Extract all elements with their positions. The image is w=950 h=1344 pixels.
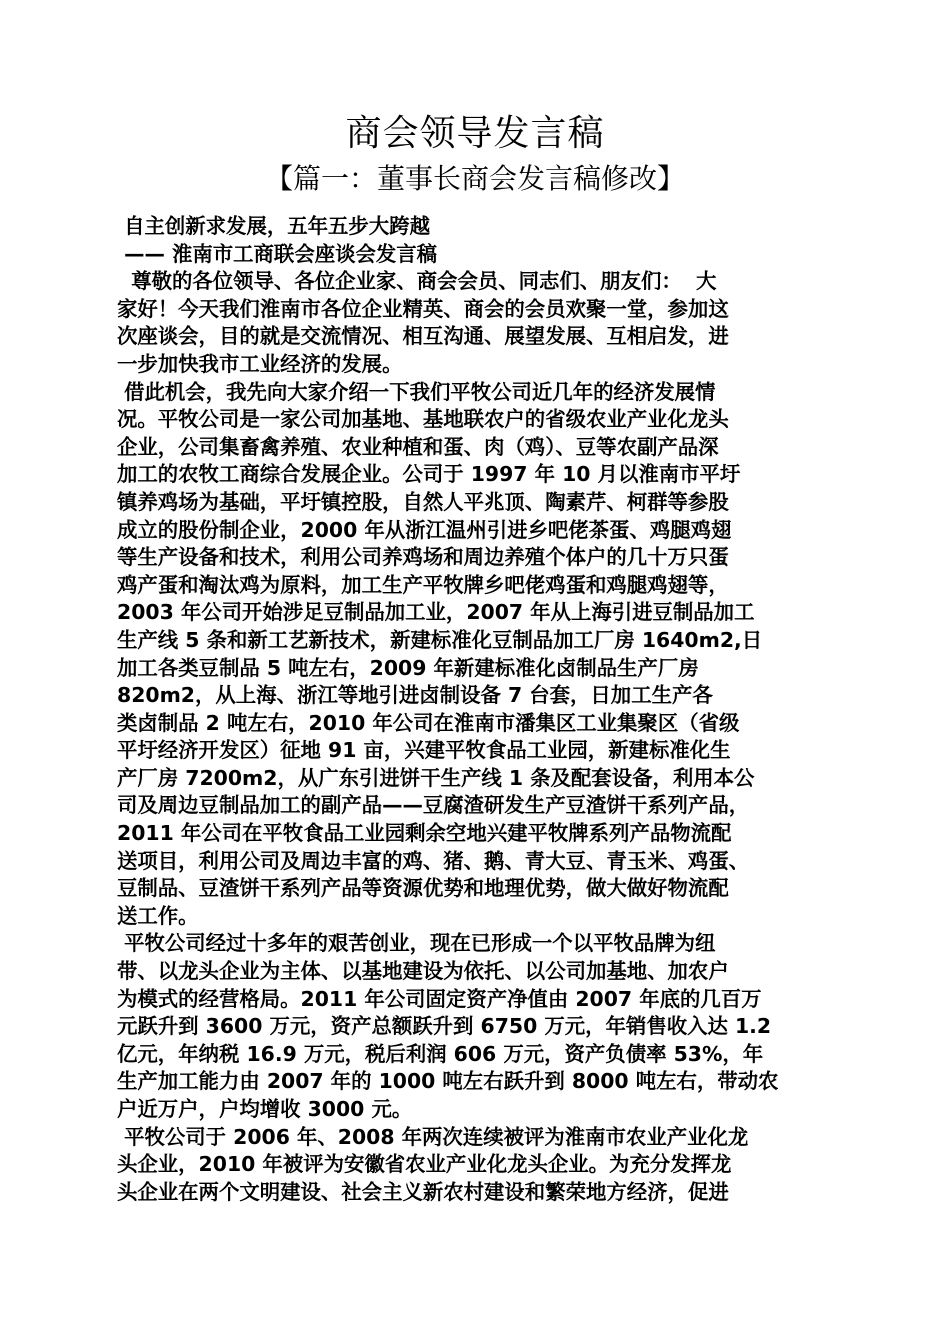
document-subtitle: 【篇一：董事长商会发言稿修改】	[264, 162, 685, 195]
body-line: 自主创新求发展，五年五步大跨越	[117, 214, 430, 238]
body-line: 送工作。	[117, 903, 199, 928]
body-line: 企业，公司集畜禽养殖、农业种植和蛋、肉（鸡）、豆等农副产品深	[117, 434, 719, 459]
body-line: —— 淮南市工商联会座谈会发言稿	[117, 241, 438, 266]
body-line: 生产加工能力由 2007 年的 1000 吨左右跃升到 8000 吨左右，带动农	[117, 1069, 779, 1094]
body-line: 送项目，利用公司及周边丰富的鸡、猪、鹅、青大豆、青玉米、鸡蛋、	[117, 848, 750, 873]
body-line: 次座谈会，目的就是交流情况、相互沟通、展望发展、互相启发，进	[117, 324, 729, 349]
body-line: 户近万户，户均增收 3000 元。	[117, 1097, 413, 1121]
body-line: 尊敬的各位领导、各位企业家、商会会员、同志们、朋友们： 大	[117, 269, 717, 294]
body-line: 元跃升到 3600 万元，资产总额跃升到 6750 万元，年销售收入达 1.2	[117, 1014, 772, 1039]
document-title: 商会领导发言稿	[345, 113, 605, 154]
body-line: 类卤制品 2 吨左右，2010 年公司在淮南市潘集区工业集聚区（省级	[117, 710, 740, 735]
body-line: 头企业，2010 年被评为安徽省农业产业化龙头企业。为充分发挥龙	[117, 1152, 732, 1177]
body-line: 加工各类豆制品 5 吨左右，2009 年新建标准化卤制品生产厂房	[117, 655, 699, 680]
body-line: 借此机会，我先向大家介绍一下我们平牧公司近几年的经济发展情	[117, 379, 716, 404]
document-body	[117, 213, 837, 1206]
body-line: 820m2，从上海、浙江等地引进卤制设备 7 台套，日加工生产各	[117, 683, 713, 708]
body-line: 家好！今天我们淮南市各位企业精英、商会的会员欢聚一堂，参加这	[117, 296, 729, 321]
body-line: 亿元，年纳税 16.9 万元，税后利润 606 万元，资产负债率 53%，年	[117, 1041, 764, 1066]
body-line: 豆制品、豆渣饼干系列产品等资源优势和地理优势，做大做好物流配	[117, 876, 729, 901]
body-line: 产厂房 7200m2，从广东引进饼干生产线 1 条及配套设备，利用本公	[117, 765, 755, 790]
body-line: 平圩经济开发区）征地 91 亩，兴建平牧食品工业园，新建标准化生	[117, 738, 731, 763]
body-line: 等生产设备和技术，利用公司养鸡场和周边养殖个体户的几十万只蛋	[117, 545, 729, 570]
body-line: 平牧公司经过十多年的艰苦创业，现在已形成一个以平牧品牌为纽	[117, 931, 716, 956]
body-line: 一步加快我市工业经济的发展。	[117, 351, 403, 376]
body-line: 2011 年公司在平牧食品工业园剩余空地兴建平牧牌系列产品物流配	[117, 821, 732, 846]
body-line: 为模式的经营格局。2011 年公司固定资产净值由 2007 年底的几百万	[117, 986, 762, 1011]
body-line: 司及周边豆制品加工的副产品——豆腐渣研发生产豆渣饼干系列产品，	[117, 793, 750, 818]
body-line: 2003 年公司开始涉足豆制品加工业，2007 年从上海引进豆制品加工	[117, 600, 755, 625]
body-line: 鸡产蛋和淘汰鸡为原料，加工生产平牧牌乡吧佬鸡蛋和鸡腿鸡翅等，	[117, 572, 729, 597]
body-line: 成立的股份制企业，2000 年从浙江温州引进乡吧佬茶蛋、鸡腿鸡翅	[117, 517, 732, 542]
body-line: 平牧公司于 2006 年、2008 年两次连续被评为淮南市农业产业化龙	[117, 1124, 749, 1149]
body-line: 头企业在两个文明建设、社会主义新农村建设和繁荣地方经济，促进	[117, 1179, 729, 1204]
body-line: 生产线 5 条和新工艺新技术，新建标准化豆制品加工厂房 1640m2,日	[117, 627, 763, 652]
body-line: 加工的农牧工商综合发展企业。公司于 1997 年 10 月以淮南市平圩	[117, 462, 741, 487]
body-line: 况。平牧公司是一家公司加基地、基地联农户的省级农业产业化龙头	[117, 407, 729, 432]
body-line: 带、以龙头企业为主体、以基地建设为依托、以公司加基地、加农户	[117, 959, 729, 984]
body-line: 镇养鸡场为基础，平圩镇控股，自然人平兆顶、陶素芹、柯群等参股	[117, 489, 729, 514]
